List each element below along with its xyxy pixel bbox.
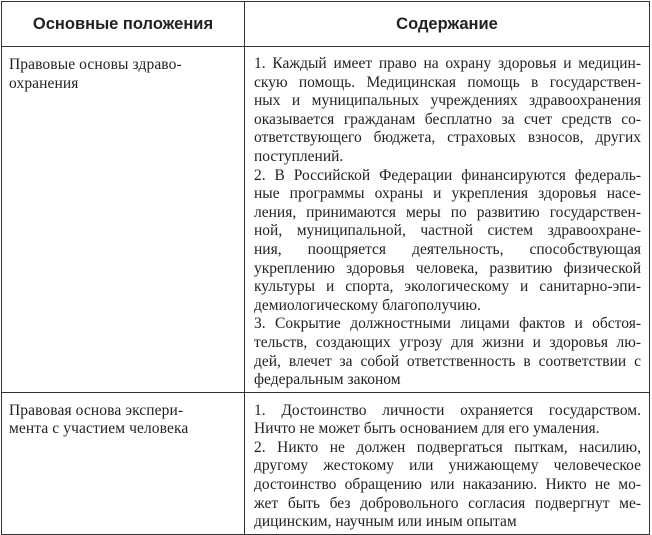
content-line: культуры и спорта, экологическому и санитарно-эпи- (254, 278, 641, 296)
content-line: скую помощь. Медицинская помощь в государствен- (254, 73, 641, 91)
topic-line: Правовая основа экспери- (9, 401, 184, 419)
content-line: 3. Сокрытие должностными лицами фактов и обстоя- (254, 315, 641, 333)
content-line: ния, поощряется деятельность, способствующая (254, 240, 641, 258)
content-line: ные программы охраны и укрепления здоровья насе- (254, 185, 641, 203)
content-line: 1. Каждый имеет право на охрану здоровья и медицин- (254, 55, 641, 72)
content-line: дицинским, научным или иным опытам (254, 513, 517, 531)
content-line: 2. Никто не должен подвергаться пыткам, насилию, (254, 438, 641, 456)
content-line: ных и муниципальных учреждениях здравоохранения (254, 92, 641, 110)
content-line: 2. В Российской Федерации финансируются федераль- (254, 166, 641, 184)
content-line: дей, влечет за собой ответственность в соответствии с (254, 352, 641, 370)
header-content: Содержание (245, 2, 650, 47)
content-line: поступлений. (254, 147, 344, 165)
content-line: оказывается гражданам бесплатно за счет средств со- (254, 110, 641, 128)
topic-cell (2, 392, 245, 534)
content-line: ответствующего бюджета, страховых взносов, других (254, 129, 641, 147)
topic-cell (2, 47, 245, 393)
content-line: жет быть без добровольного согласия подвергнут ме- (254, 494, 641, 512)
provisions-table (1, 1, 650, 535)
table-header-row (2, 2, 650, 47)
content-line: тельств, создающих угрозу для жизни и здоровья лю- (254, 333, 641, 351)
content-line: Ничто не может быть основанием для его умаления. (254, 420, 600, 438)
content-line: ления, принимаются меры по развитию государствен- (254, 203, 641, 221)
table-row (2, 47, 650, 393)
content-line: ной, муниципальной, частной систем здравоохране- (254, 222, 641, 240)
content-line: федеральным законом (254, 371, 401, 389)
table-row (2, 392, 650, 534)
topic-line: охранения (9, 74, 79, 92)
content-cell (245, 392, 650, 534)
content-line: 1. Достоинство личности охраняется государством. (254, 401, 641, 419)
content-line: укреплению здоровья человека, развитию физической (254, 259, 641, 277)
topic-line: мента с участием человека (9, 420, 189, 438)
content-line: демиологическому благополучию. (254, 296, 481, 314)
content-line: другому жестокому или унижающему человеческое (254, 457, 641, 475)
topic-line: Правовые основы здраво- (9, 56, 182, 73)
content-line: достоинство обращению или наказанию. Никто не мо- (254, 476, 641, 494)
content-cell (245, 47, 650, 393)
header-main-provisions: Основные положения (2, 2, 245, 47)
